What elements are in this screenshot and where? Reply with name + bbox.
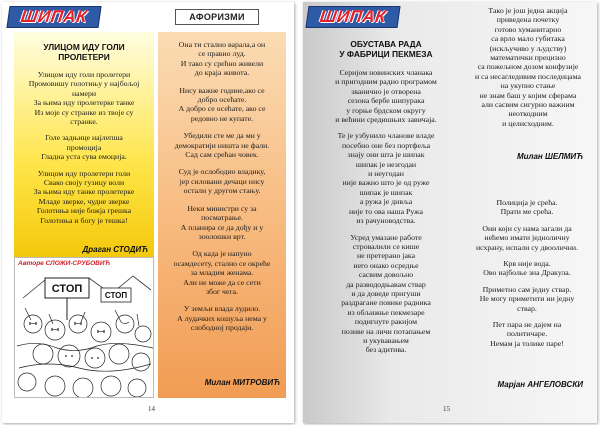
story-body: [311, 68, 461, 355]
poem-column: [14, 32, 154, 272]
protest-drawing: [15, 258, 154, 398]
aphorism-line: добро осећате.: [197, 95, 247, 105]
aphorism-line: се правио луд.: [198, 49, 246, 59]
story-line: неоткодним: [508, 109, 548, 119]
story-line: није то ова наша Ружа: [349, 206, 423, 216]
aphorism-line: И тако су срећно живели: [180, 58, 264, 68]
illustration-credit: Авторе СЛОЖИ-СРУБОВИЋ: [18, 260, 111, 267]
aphorism-line: политичаре.: [506, 329, 548, 339]
story-line: Те је узбунило чланове владе: [337, 131, 435, 141]
story-line: Серијом новинских чланака: [339, 68, 433, 77]
aphorism: [158, 40, 286, 78]
aphorism-line: Ово најболье зна Дракула.: [483, 268, 571, 278]
aphorism-line: Немам ја толике паре!: [490, 338, 564, 348]
story-title-line: У ФАБРИЦИ ПЕКМЕЗА: [339, 49, 433, 59]
svg-text:СТОП: СТОП: [104, 291, 128, 300]
aphorism-line: А добро се осећате, ако се: [178, 104, 266, 114]
story-line: готово хуманитарно: [494, 24, 562, 34]
poem-line: странке.: [70, 117, 98, 127]
poem-line: За њима иду пролетерке танке: [33, 98, 135, 108]
aphorism: [158, 167, 286, 195]
story-line: из рачуноводства.: [356, 216, 416, 226]
aphorism-line: зоолошки врт.: [198, 231, 246, 241]
aphorism-line: посматрање.: [201, 213, 243, 223]
story-line: и са несагледивим последицама: [475, 71, 581, 81]
aphorism: [158, 86, 286, 124]
aphorism-line: Крв није вода.: [503, 259, 551, 269]
story-line: (искључиво у људству): [489, 43, 567, 53]
aphorisms-author: Милан МИТРОВИЋ: [204, 378, 280, 387]
story-line: приведена почетку: [496, 15, 560, 25]
aphorism-line: демократији ништа не фали.: [174, 140, 270, 150]
story-line: и да доведе пригуши: [351, 288, 421, 298]
aphorism-line: нећемо имати једноличну: [484, 233, 570, 243]
aphorism-line: Нису важне године,ако се: [179, 85, 265, 95]
aphorism-line: осамдесету, стално се окреће: [173, 258, 271, 268]
story-line: раздрагане повике радника: [341, 298, 431, 308]
aphorism-line: ствар.: [517, 303, 537, 313]
aphorism-line: Они који су нама загали да: [482, 223, 572, 233]
aphorism-line: А планира се да дођу и у: [180, 222, 264, 232]
poem-line: намери: [71, 88, 97, 98]
story-line: него онако осредње: [353, 260, 419, 270]
story-line: са пожељном дозом конфузије: [477, 62, 579, 72]
story-line: и пригодним радио програмом: [335, 77, 437, 87]
story-line: а ружа је дивља: [359, 197, 413, 207]
aphorism: [158, 304, 286, 332]
page-number: 14: [148, 405, 155, 413]
story-line: не знам баш у којим сферама: [479, 90, 577, 100]
svg-text:СТОП: СТОП: [51, 283, 83, 295]
aphorism-line: [461, 278, 593, 285]
aphorism-line: [461, 252, 593, 259]
story-continuation: [463, 6, 593, 128]
aphorism-line: Приметно сам једну ствар.: [482, 284, 572, 294]
aphorism-line: Не могу приметити ни једну: [479, 294, 575, 304]
aphorism-line: Али не може да се сети: [183, 277, 261, 287]
aphorism-line: за младим женама.: [190, 268, 254, 278]
story-line: и целисходним.: [502, 118, 554, 128]
poem-line: [14, 126, 154, 133]
story-author: Милан ШЕЛМИЋ: [516, 152, 583, 161]
aphorism-line: [461, 217, 593, 224]
poem-title-line: УЛИЦОМ ИДУ ГОЛИ: [43, 42, 125, 52]
left-page: [2, 2, 294, 423]
aphorism-line: због чега.: [205, 286, 239, 296]
poem-line: Голотиња није божја грешка: [36, 206, 132, 216]
story-title: [311, 39, 461, 59]
poem-line: Голотиња и богу је тешка!: [40, 215, 128, 225]
poem-line: Улицом иду пролетери голи: [37, 168, 131, 178]
aphorism: [158, 204, 286, 242]
story-line: не претерано јака: [356, 251, 416, 261]
aphorism-line: Прати ме срећа.: [500, 207, 554, 217]
poem-title-line: ПРОЛЕТЕРИ: [58, 52, 110, 62]
story-line: званично је отворена: [351, 86, 421, 96]
aphorism-line: Суд је ослободио владику,: [178, 167, 266, 177]
aphorism-line: редовно не купате.: [190, 113, 254, 123]
poem-line: Свако своју гузицу воли: [43, 178, 125, 188]
aphorisms-body: [158, 40, 286, 341]
aphorism-line: [461, 313, 593, 320]
poem-line: Из моје су странке из твоје су: [34, 107, 134, 117]
poem-line: Улицом иду голи пролетери: [37, 70, 131, 79]
aphorism-line: Полиција је срећа.: [496, 198, 558, 207]
story-line: шипак је незгодан: [355, 159, 417, 169]
story-line: Тако је још једна акција: [488, 6, 568, 15]
story-line: позиве на личи потапањем: [341, 326, 431, 336]
story-line: али сасвим сигурно важним: [481, 100, 575, 110]
magazine-logo: [6, 6, 101, 28]
story-line: Усред умазане работе: [350, 232, 422, 242]
aphorism-line: јер силовани дечаци нису: [179, 176, 265, 186]
page-number: 15: [443, 405, 450, 413]
aphorism-line: Она ти стално варала,а он: [178, 40, 266, 49]
story-line: сасвим довољно: [358, 270, 414, 280]
story-line: знају они шта је шипак: [347, 150, 425, 160]
poem-line: Голе задњице најлепша: [45, 133, 123, 143]
story-line: у горње брдском округу: [346, 105, 426, 115]
aphorism-line: У земљи влада лудило.: [183, 304, 261, 314]
story-line: математички прецизно: [490, 53, 566, 63]
protest-illustration: [14, 257, 154, 398]
poem-line: Гладна уста сува емоција.: [41, 152, 127, 162]
story-line: да развододњавам ствар: [346, 279, 426, 289]
story-line: подигнуте ракијом: [354, 317, 418, 327]
story-line: са врло мало губитака: [491, 34, 565, 44]
poem-line: Младе зверке, чудне зверке: [38, 196, 130, 206]
aphorisms-body-2: [461, 198, 593, 348]
aphorism-line: остали у другом стању.: [183, 186, 261, 196]
story-line: није важно што је од руже: [342, 178, 430, 188]
right-page: [303, 2, 597, 423]
story-line: сезона бербе шипурака: [347, 96, 425, 106]
story-line: [311, 226, 461, 233]
section-label: АФОРИЗМИ: [175, 9, 259, 25]
aphorism-line: исхрану, испали су двоолични.: [475, 242, 579, 252]
aphorism-line: Од када је напуно: [192, 249, 252, 259]
aphorism-line: Пет пара не дајем на: [492, 320, 562, 330]
poem-line: промоција: [66, 142, 102, 152]
aphorism-line: слободној продаји.: [190, 323, 254, 333]
poem-line: За њима иду танке пролетерке: [33, 187, 135, 197]
aphorism-line: Неки министри су за: [187, 203, 257, 213]
poem-author: Драган СТОДИЋ: [82, 245, 148, 254]
story-line: [311, 124, 461, 131]
aphorism-line: Сад сам срећан човек.: [185, 150, 259, 160]
story-line: посебно оне без портфеља: [341, 140, 431, 150]
aphorism: [158, 131, 286, 159]
aphorisms-column: [158, 32, 286, 398]
aphorisms-author-2: Марјан АНГЕЛОВСКИ: [497, 380, 583, 389]
story-line: шипак је шипак: [359, 187, 413, 197]
poem-line: Промовишу голотињу у најбољој: [28, 79, 140, 89]
aphorism-line: А лудачких кошуља нема у: [177, 313, 267, 323]
logo-text: ШИПАК: [318, 7, 388, 26]
magazine-logo: [305, 6, 400, 28]
story-line: и неугодан: [368, 169, 404, 179]
poem-body: [14, 70, 154, 225]
story-line: и већини средишњих завичаја.: [335, 115, 437, 125]
poem-title: [14, 42, 154, 62]
aphorism-line: до краја живота.: [194, 68, 250, 78]
story-line: без адитива.: [365, 345, 407, 355]
aphorism-line: Убедили сте ме да ми у: [183, 131, 261, 141]
story-title-line: ОБУСТАВА РАДА: [350, 39, 422, 49]
aphorism: [158, 249, 286, 296]
story-line: на укупно стање: [500, 81, 556, 91]
story-line: из обљижње пекмезаре: [347, 307, 425, 317]
story-line: стровалили се кише: [352, 241, 420, 251]
story-line: и укувавањем: [363, 335, 409, 345]
logo-text: ШИПАК: [19, 7, 89, 26]
poem-line: [14, 162, 154, 169]
